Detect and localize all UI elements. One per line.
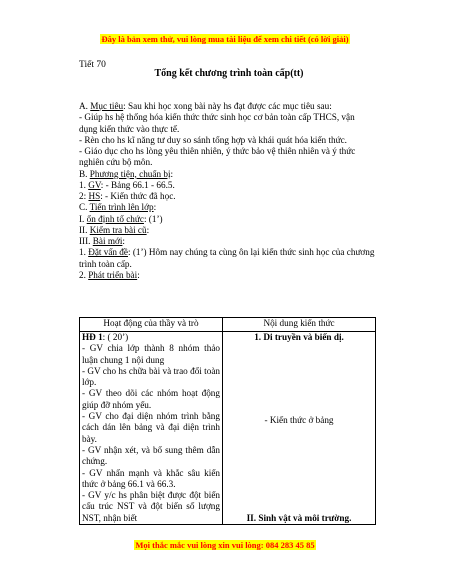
top-preview-banner	[0, 34, 450, 44]
activity-line: - GV cho đại diện nhóm trình bằng cách dán lên bảng và đại diện trình bày.	[82, 411, 220, 444]
objective-item: - Giúp hs hệ thống hóa kiến thức thức sinh học cơ bản toàn cấp THCS, vận dụng kiến thức vào thực tế.	[79, 112, 355, 134]
activity-line: - GV theo dõi các nhóm hoạt động giúp đỡ nhóm yếu.	[82, 388, 220, 410]
teacher-materials: 1. GV: - Bảng 66.1 - 66.5.	[79, 179, 175, 190]
objective-item: - Giáo dục cho hs lòng yêu thiên nhiên, ý thức bảo vệ thiên nhiên và ý thức nghiên cứu bộ môn.	[79, 146, 356, 168]
section-i: I. ổn định tổ chức: (1’)	[79, 213, 163, 224]
document-title: Tổng kết chương trình toàn cấp(tt)	[154, 68, 304, 79]
section-iii: III. Bài mới:	[79, 236, 125, 246]
bottom-banner-text: Mọi thắc mắc vui lòng xin vui lòng: 084 283 45 85	[135, 540, 315, 550]
activity-line: - GV nhấn mạnh và khắc sâu kiến thức ở bảng 66.1 và 66.3.	[82, 467, 220, 489]
section-ii: II. Kiểm tra bài cũ:	[79, 224, 150, 235]
activity-line: - GV y/c hs phân biệt được đột biến cấu trúc NST và đột biến số lượng NST, nhận biết	[82, 490, 220, 523]
content-heading-genetics: 1. Di truyền và biến dị.	[254, 332, 344, 342]
table-row	[80, 332, 376, 525]
document-body	[79, 101, 375, 281]
activity-line: - GV nhận xét, và bổ sung thêm dẫn chứng.	[82, 444, 220, 467]
header-content: Nội dung kiến thức	[223, 318, 376, 332]
activity-heading: HĐ 1: ( 20’)	[82, 332, 129, 342]
section-b: B. Phương tiện, chuẩn bị:	[79, 168, 174, 179]
activity-table	[79, 317, 376, 525]
student-materials: 2: HS: - Kiến thức đã học.	[79, 191, 176, 201]
activities-cell	[80, 332, 223, 525]
section-c: C. Tiến trình lên lớp:	[79, 202, 157, 213]
table-header-row	[80, 318, 376, 332]
content-cell	[223, 332, 376, 525]
section-a: A. Mục tiêu: Sau khi học xong bài này hs đạt được các mục tiêu sau:	[79, 101, 332, 111]
lesson-development: 2. Phát triển bài:	[79, 269, 140, 280]
bottom-contact-banner	[0, 540, 450, 550]
objective-item: - Rèn cho hs kĩ năng tư duy so sánh tổng hợp và khái quát hóa kiến thức.	[79, 134, 347, 145]
header-activities: Hoạt động của thầy và trò	[80, 318, 223, 332]
activity-line: - GV chia lớp thành 8 nhóm thảo luận chung 1 nội dung	[82, 343, 220, 365]
content-heading-ecology: II. Sinh vật và môi trường.	[246, 512, 352, 523]
problem-statement: 1. Đặt vấn đề: (1’) Hôm nay chúng ta cùng ôn lại kiến thức sinh học của chương trình toàn cấp.	[79, 247, 375, 269]
activity-line: - GV cho hs chữa bài và trao đổi toàn lớp.	[82, 365, 220, 388]
top-banner-text: Đây là bản xem thử, vui lòng mua tài liệu để xem chi tiết (có lời giải)	[101, 34, 349, 44]
lesson-number: Tiết 70	[79, 60, 106, 70]
content-text: - Kiến thức ở bảng	[264, 415, 334, 425]
